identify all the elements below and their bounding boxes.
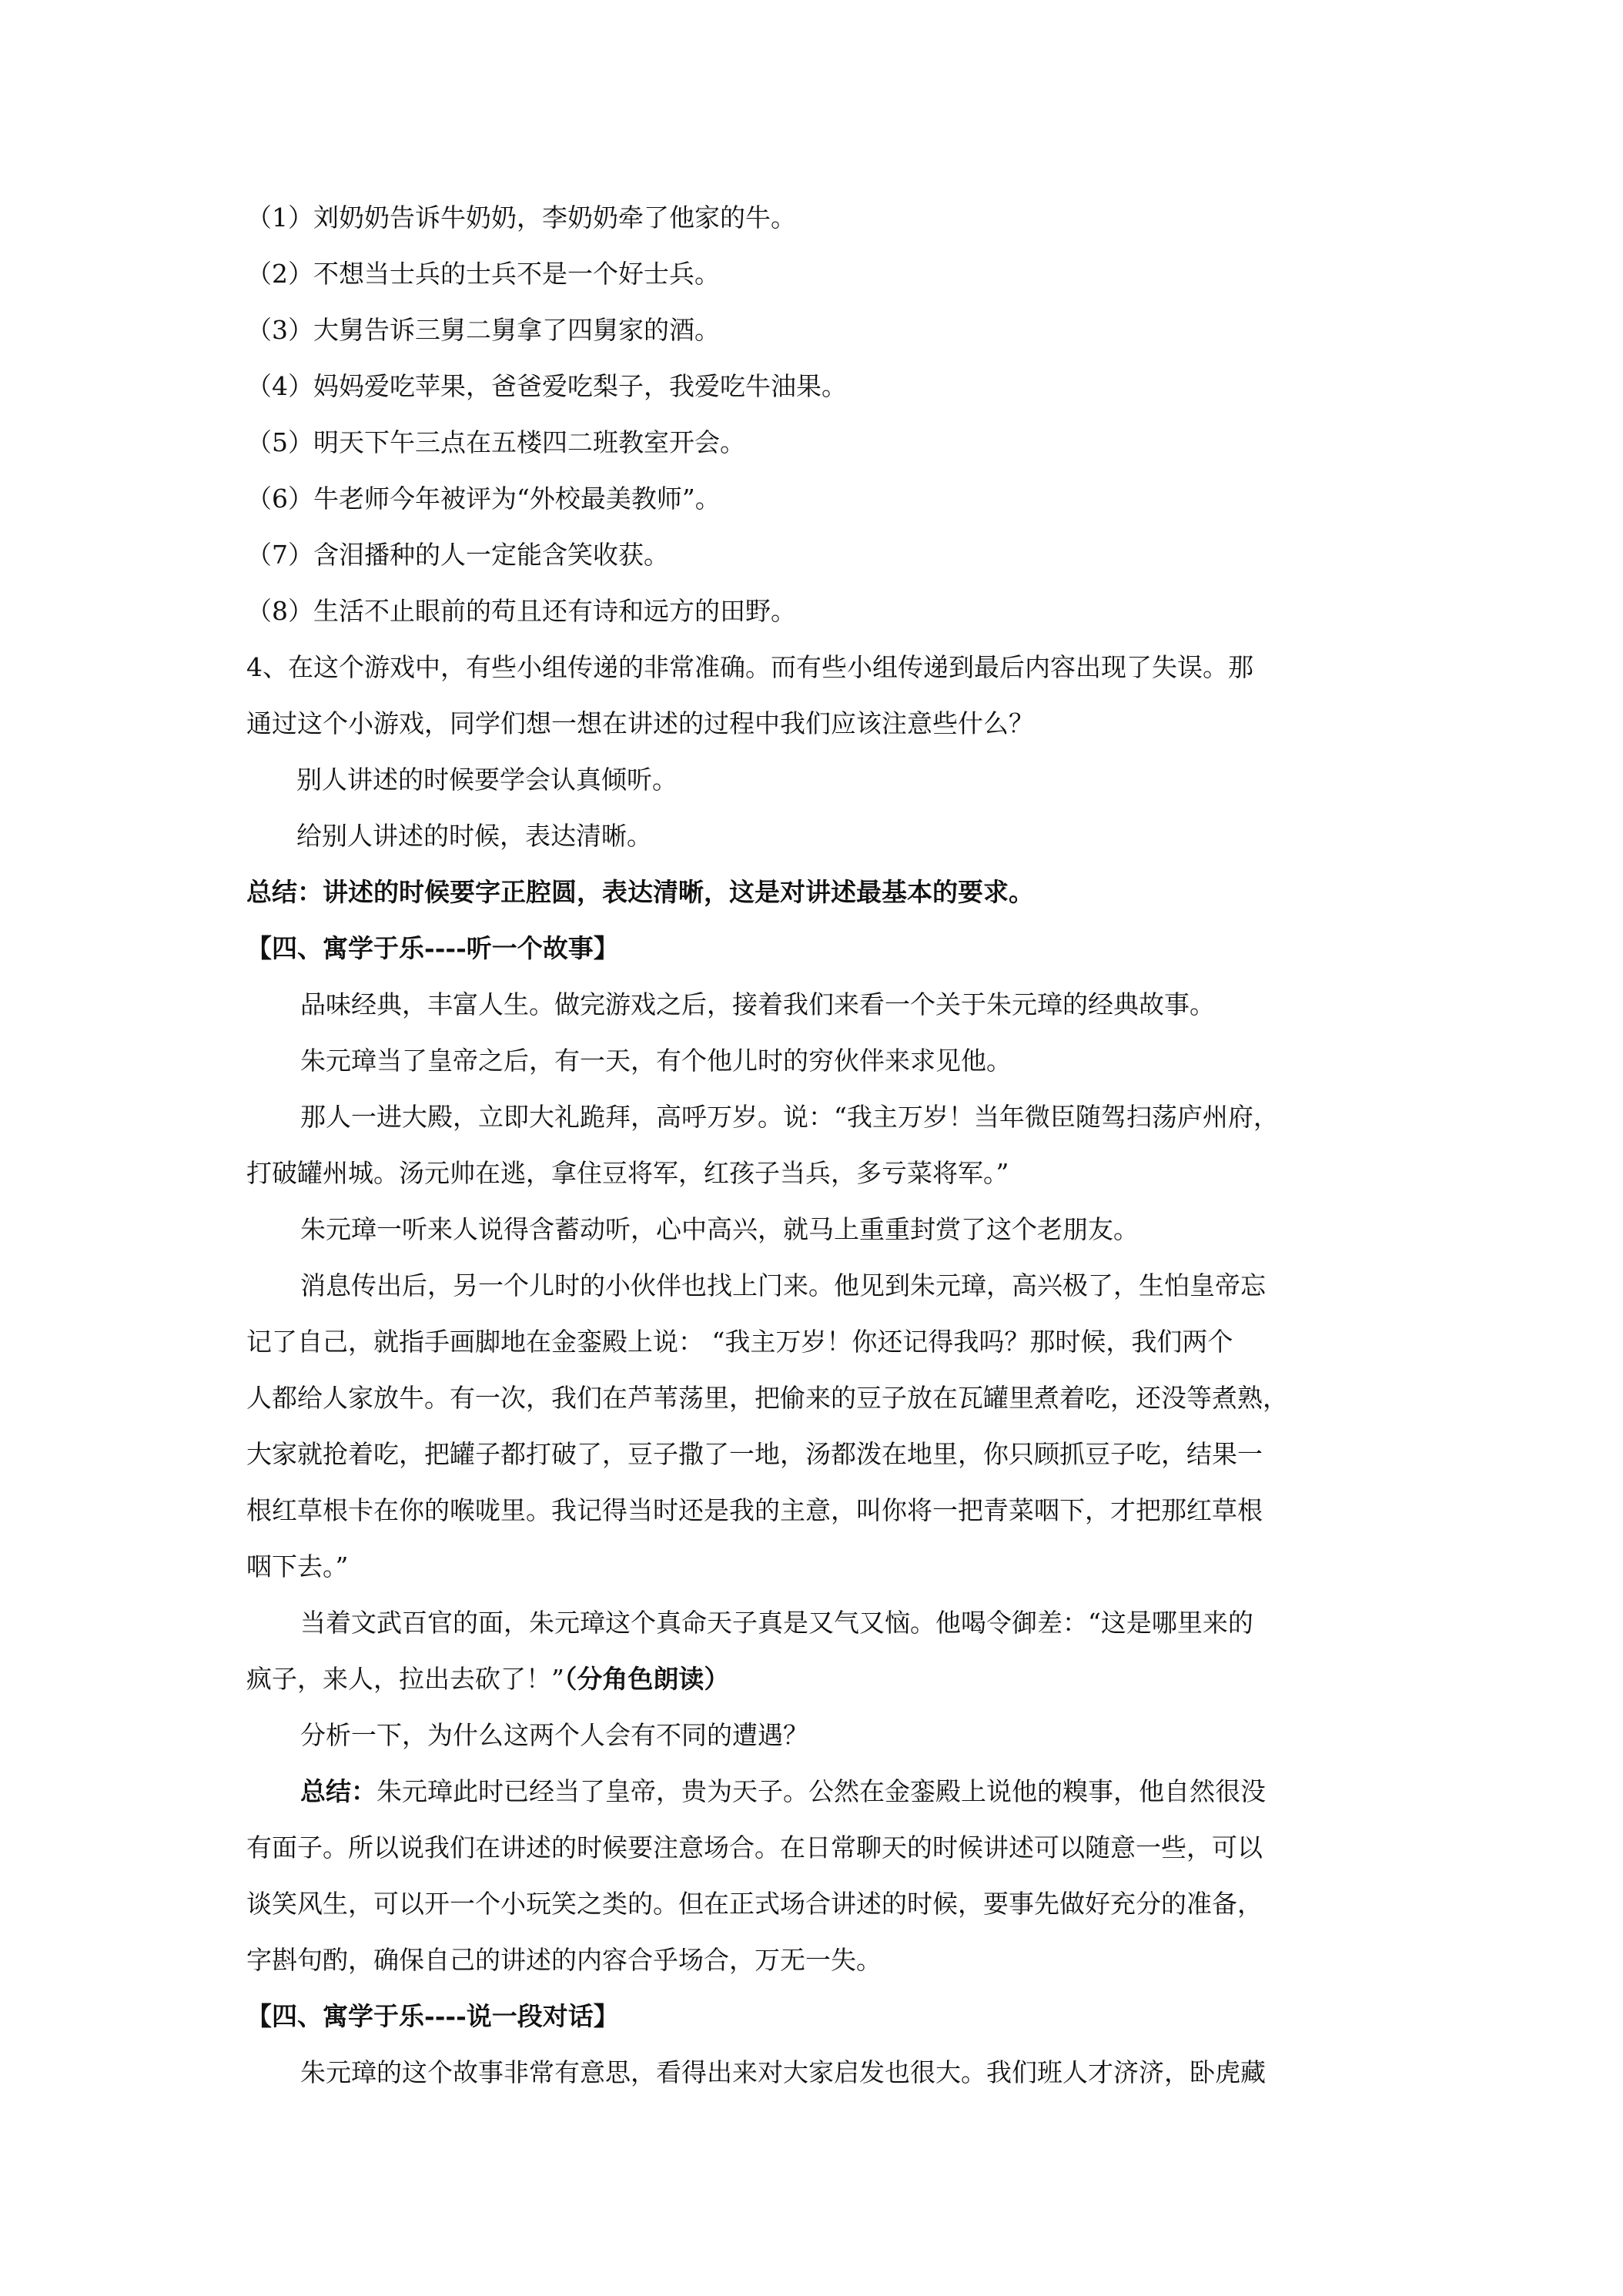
summary-occasion-line-4: 字斟句酌，确保自己的讲述的内容合乎场合，万无一失。 [246,1945,882,1975]
sentence-1: （1）刘奶奶告诉牛奶奶，李奶奶牵了他家的牛。 [246,202,796,233]
story-paragraph-3-line-2: 打破罐州城。汤元帅在逃，拿住豆将军，红孩子当兵，多亏菜将军。” [246,1158,1009,1188]
section-heading-dialog: 【四、寓学于乐----说一段对话】 [246,2001,619,2031]
role-reading-note: （分角色朗读） [564,1664,730,1694]
summary-occasion-line-3: 谈笑风生，可以开一个小玩笑之类的。但在正式场合讲述的时候，要事先做好充分的准备， [246,1889,1263,1919]
question-4-line-2: 通过这个小游戏，同学们想一想在讲述的过程中我们应该注意些什么？ [246,708,1034,738]
summary-occasion-text-1: 朱元璋此时已经当了皇帝，贵为天子。公然在金銮殿上说他的糗事，他自然很没 [376,1776,1266,1806]
sentence-5: （5）明天下午三点在五楼四二班教室开会。 [246,427,745,457]
summary-basic-requirement: 总结：讲述的时候要字正腔圆，表达清晰，这是对讲述最基本的要求。 [246,877,1034,907]
story-paragraph-5-line-3: 人都给人家放牛。有一次，我们在芦苇荡里，把偷来的豆子放在瓦罐里煮着吃，还没等煮熟， [246,1383,1288,1413]
sentence-8: （8）生活不止眼前的苟且还有诗和远方的田野。 [246,596,796,626]
story-paragraph-4: 朱元璋一听来人说得含蓄动听，心中高兴，就马上重重封赏了这个老朋友。 [300,1214,1139,1244]
story-paragraph-3-line-1: 那人一进大殿，立即大礼跪拜，高呼万岁。说：“我主万岁！当年微臣随驾扫荡庐州府， [300,1102,1279,1132]
story-paragraph-5-line-4: 大家就抢着吃，把罐子都打破了，豆子撒了一地，汤都泼在地里，你只顾抓豆子吃，结果一 [246,1439,1263,1469]
analysis-question: 分析一下，为什么这两个人会有不同的遭遇？ [300,1720,808,1750]
sentence-2: （2）不想当士兵的士兵不是一个好士兵。 [246,259,720,289]
story-paragraph-2: 朱元璋当了皇帝之后，有一天，有个他儿时的穷伙伴来求见他。 [300,1046,1012,1076]
story-paragraph-5-line-2: 记了自己，就指手画脚地在金銮殿上说： “我主万岁！你还记得我吗？那时候，我们两个 [246,1327,1233,1357]
summary-occasion-line-1 [300,1772,1266,1808]
sentence-6: （6）牛老师今年被评为“外校最美教师”。 [246,484,721,514]
dialog-paragraph-1: 朱元璋的这个故事非常有意思，看得出来对大家启发也很大。我们班人才济济，卧虎藏 [300,2057,1266,2087]
sentence-3: （3）大舅告诉三舅二舅拿了四舅家的酒。 [246,315,720,345]
answer-1: 别人讲述的时候要学会认真倾听。 [296,765,678,795]
story-paragraph-5-line-5: 根红草根卡在你的喉咙里。我记得当时还是我的主意，叫你将一把青菜咽下，才把那红草根 [246,1495,1263,1525]
story-paragraph-5-line-1: 消息传出后，另一个儿时的小伙伴也找上门来。他见到朱元璋，高兴极了，生怕皇帝忘 [300,1270,1266,1300]
answer-2: 给别人讲述的时候，表达清晰。 [296,821,652,851]
story-paragraph-5-line-6: 咽下去。” [246,1551,349,1581]
story-paragraph-6-line-2 [246,1659,729,1695]
summary-label: 总结： [300,1776,376,1806]
question-4-line-1: 4、在这个游戏中，有些小组传递的非常准确。而有些小组传递到最后内容出现了失误。那 [246,652,1253,682]
story-quote-end: 疯子，来人，拉出去砍了！” [246,1664,564,1694]
section-heading-story: 【四、寓学于乐----听一个故事】 [246,933,619,963]
summary-occasion-line-2: 有面子。所以说我们在讲述的时候要注意场合。在日常聊天的时候讲述可以随意一些，可以 [246,1832,1263,1863]
sentence-4: （4）妈妈爱吃苹果，爸爸爱吃梨子，我爱吃牛油果。 [246,371,847,401]
sentence-7: （7）含泪播种的人一定能含笑收获。 [246,540,669,570]
story-intro: 品味经典，丰富人生。做完游戏之后，接着我们来看一个关于朱元璋的经典故事。 [300,989,1215,1019]
story-paragraph-6-line-1: 当着文武百官的面，朱元璋这个真命天子真是又气又恼。他喝令御差：“这是哪里来的 [300,1608,1253,1638]
